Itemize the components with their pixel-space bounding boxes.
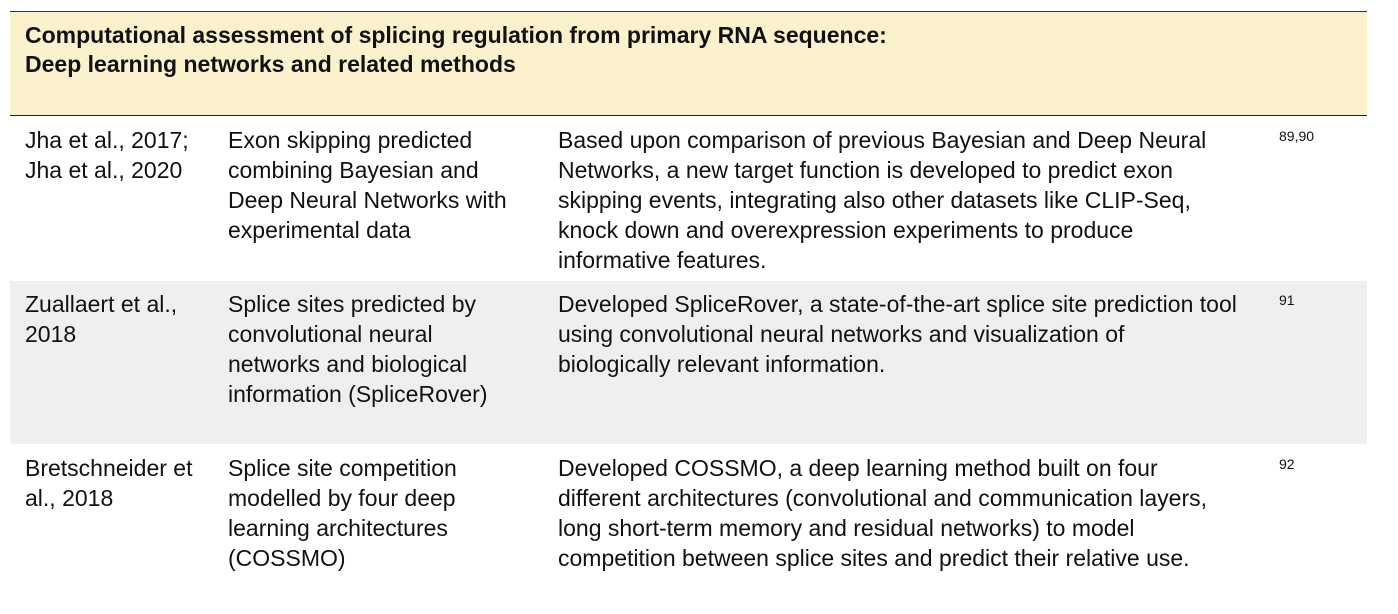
table-page <box>10 0 1367 614</box>
table-row <box>10 281 1367 444</box>
section-header <box>10 12 1367 116</box>
reference-cell: 91 <box>1279 292 1295 308</box>
details-cell: Developed SpliceRover, a state-of-the-art splice site prediction tool using convolutional neural networks and visualization of biologically relevant information. <box>558 291 1237 377</box>
summary-cell: Exon skipping predicted combining Bayesian and Deep Neural Networks with experimental data <box>228 127 507 243</box>
details-cell: Based upon comparison of previous Bayesian and Deep Neural Networks, a new target function is developed to predict exon skipping events, integrating also other datasets like CLIP-Seq, knock down and overexpression experiments to produce informative features. <box>558 127 1207 273</box>
reference-cell: 92 <box>1279 456 1295 472</box>
study-cell: Jha et al., 2017; Jha et al., 2020 <box>25 127 189 183</box>
summary-cell: Splice sites predicted by convolutional neural networks and biological information (SpliceRover) <box>228 291 488 407</box>
reference-cell: 89,90 <box>1279 128 1315 144</box>
section-title-line-2: Deep learning networks and related methods <box>25 51 516 77</box>
table-row <box>10 117 1367 280</box>
details-cell: Developed COSSMO, a deep learning method built on four different architectures (convolutional and communication layers, long short-term memory and residual networks) to model competition between splice sites and predict their relative use. <box>558 455 1208 571</box>
study-cell: Zuallaert et al., 2018 <box>25 291 178 347</box>
section-title-line-1: Computational assessment of splicing regulation from primary RNA sequence: <box>25 22 887 48</box>
summary-cell: Splice site competition modelled by four deep learning architectures (COSSMO) <box>228 455 457 571</box>
section-title <box>25 21 887 79</box>
study-cell: Bretschneider et al., 2018 <box>25 455 193 511</box>
cropped-text-fragment <box>552 0 642 5</box>
table-row <box>10 445 1367 614</box>
